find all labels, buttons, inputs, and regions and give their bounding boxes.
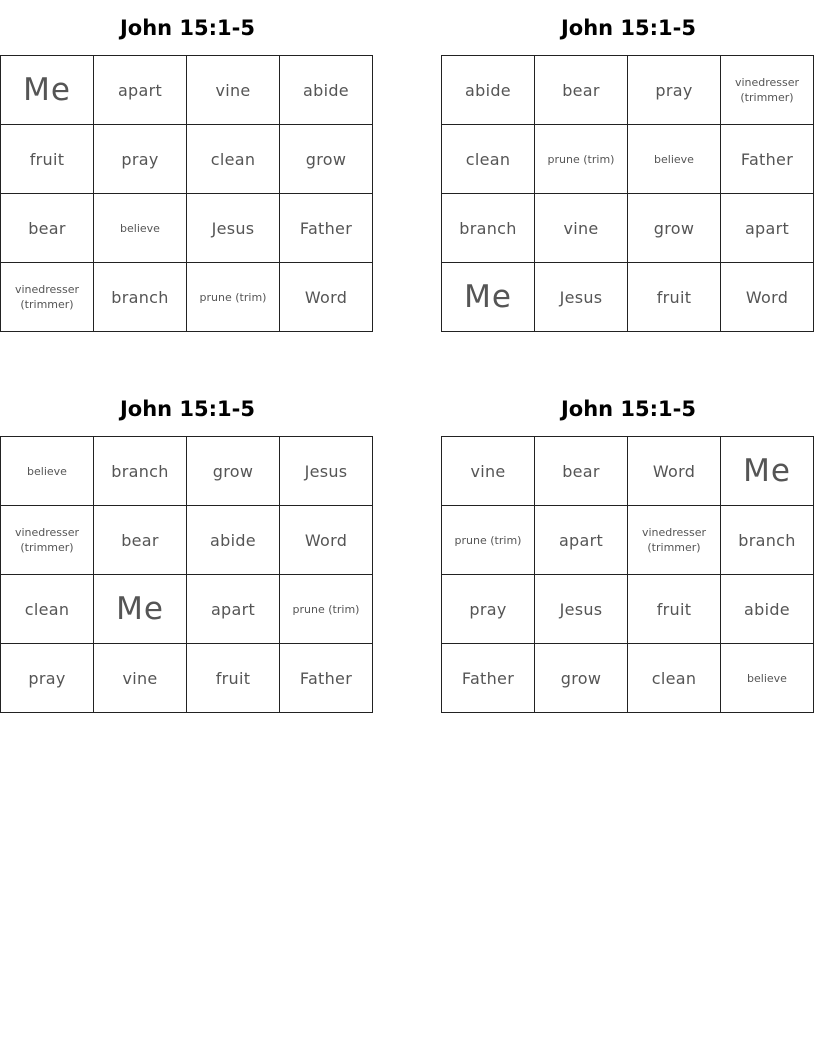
bingo-grid	[0, 436, 373, 713]
grid-row	[1, 506, 373, 575]
bingo-cell: apart	[187, 575, 280, 644]
card-title: John 15:1-5	[119, 397, 255, 421]
bingo-cell: bear	[1, 194, 94, 263]
bingo-cell: pray	[442, 575, 535, 644]
bingo-cell: clean	[1, 575, 94, 644]
card-title: John 15:1-5	[560, 397, 696, 421]
bingo-cell: believe	[721, 644, 814, 713]
bingo-cell: abide	[280, 56, 373, 125]
bingo-cell: believe	[628, 125, 721, 194]
bingo-cell: prune (trim)	[187, 263, 280, 332]
bingo-card	[441, 0, 816, 315]
bingo-cell: Jesus	[280, 437, 373, 506]
grid-row	[442, 125, 814, 194]
bingo-cell: abide	[721, 575, 814, 644]
bingo-cell: Father	[442, 644, 535, 713]
bingo-cell: bear	[535, 437, 628, 506]
bingo-grid	[441, 55, 814, 332]
card-title: John 15:1-5	[119, 16, 255, 40]
bingo-cell: vine	[187, 56, 280, 125]
bingo-cell: vinedresser (trimmer)	[1, 506, 94, 575]
grid-row	[442, 644, 814, 713]
grid-row	[442, 56, 814, 125]
bingo-cell: grow	[187, 437, 280, 506]
bingo-card	[0, 0, 375, 311]
bingo-cell: fruit	[628, 575, 721, 644]
bingo-cell: grow	[535, 644, 628, 713]
bingo-cell: prune (trim)	[535, 125, 628, 194]
grid-row	[442, 506, 814, 575]
bingo-cell: vine	[535, 194, 628, 263]
card-title: John 15:1-5	[560, 16, 696, 40]
bingo-cell: vine	[94, 644, 187, 713]
bingo-cell: apart	[721, 194, 814, 263]
bingo-cell: pray	[628, 56, 721, 125]
bingo-cell: vine	[442, 437, 535, 506]
bingo-cell: apart	[94, 56, 187, 125]
grid-row	[1, 575, 373, 644]
grid-row	[442, 194, 814, 263]
bingo-cell: bear	[535, 56, 628, 125]
bingo-cell: grow	[280, 125, 373, 194]
bingo-cell: prune (trim)	[442, 506, 535, 575]
grid-row	[1, 56, 373, 125]
bingo-grid	[441, 436, 814, 713]
bingo-cell: pray	[1, 644, 94, 713]
bingo-cell: fruit	[628, 263, 721, 332]
bingo-cell: Me	[1, 56, 94, 125]
bingo-grid	[0, 55, 373, 332]
bingo-cell: Me	[94, 575, 187, 644]
bingo-cell: grow	[628, 194, 721, 263]
bingo-card	[0, 381, 375, 688]
bingo-cell: believe	[1, 437, 94, 506]
bingo-cell: Word	[280, 263, 373, 332]
bingo-cell: branch	[721, 506, 814, 575]
bingo-cell: vinedresser (trimmer)	[721, 56, 814, 125]
bingo-cell: apart	[535, 506, 628, 575]
bingo-cell: vinedresser (trimmer)	[1, 263, 94, 332]
bingo-cell: Word	[628, 437, 721, 506]
bingo-cell: Me	[442, 263, 535, 332]
bingo-cell: Jesus	[187, 194, 280, 263]
bingo-cell: fruit	[1, 125, 94, 194]
bingo-cell: branch	[94, 437, 187, 506]
bingo-cell: Me	[721, 437, 814, 506]
bingo-cell: believe	[94, 194, 187, 263]
bingo-cell: Father	[280, 644, 373, 713]
grid-row	[442, 437, 814, 506]
grid-row	[1, 263, 373, 332]
bingo-cell: bear	[94, 506, 187, 575]
grid-row	[1, 437, 373, 506]
bingo-cell: clean	[187, 125, 280, 194]
bingo-cell: abide	[442, 56, 535, 125]
bingo-cell: Father	[280, 194, 373, 263]
bingo-cell: Jesus	[535, 575, 628, 644]
bingo-cell: clean	[442, 125, 535, 194]
bingo-cell: Jesus	[535, 263, 628, 332]
bingo-cell: branch	[94, 263, 187, 332]
bingo-card	[441, 381, 816, 688]
bingo-cell: abide	[187, 506, 280, 575]
bingo-cell: clean	[628, 644, 721, 713]
grid-row	[1, 194, 373, 263]
bingo-cell: pray	[94, 125, 187, 194]
grid-row	[442, 263, 814, 332]
bingo-cell: vinedresser (trimmer)	[628, 506, 721, 575]
bingo-cell: fruit	[187, 644, 280, 713]
bingo-cell: Word	[721, 263, 814, 332]
grid-row	[442, 575, 814, 644]
bingo-cell: Word	[280, 506, 373, 575]
bingo-cell: Father	[721, 125, 814, 194]
grid-row	[1, 125, 373, 194]
bingo-cell: prune (trim)	[280, 575, 373, 644]
bingo-cell: branch	[442, 194, 535, 263]
grid-row	[1, 644, 373, 713]
